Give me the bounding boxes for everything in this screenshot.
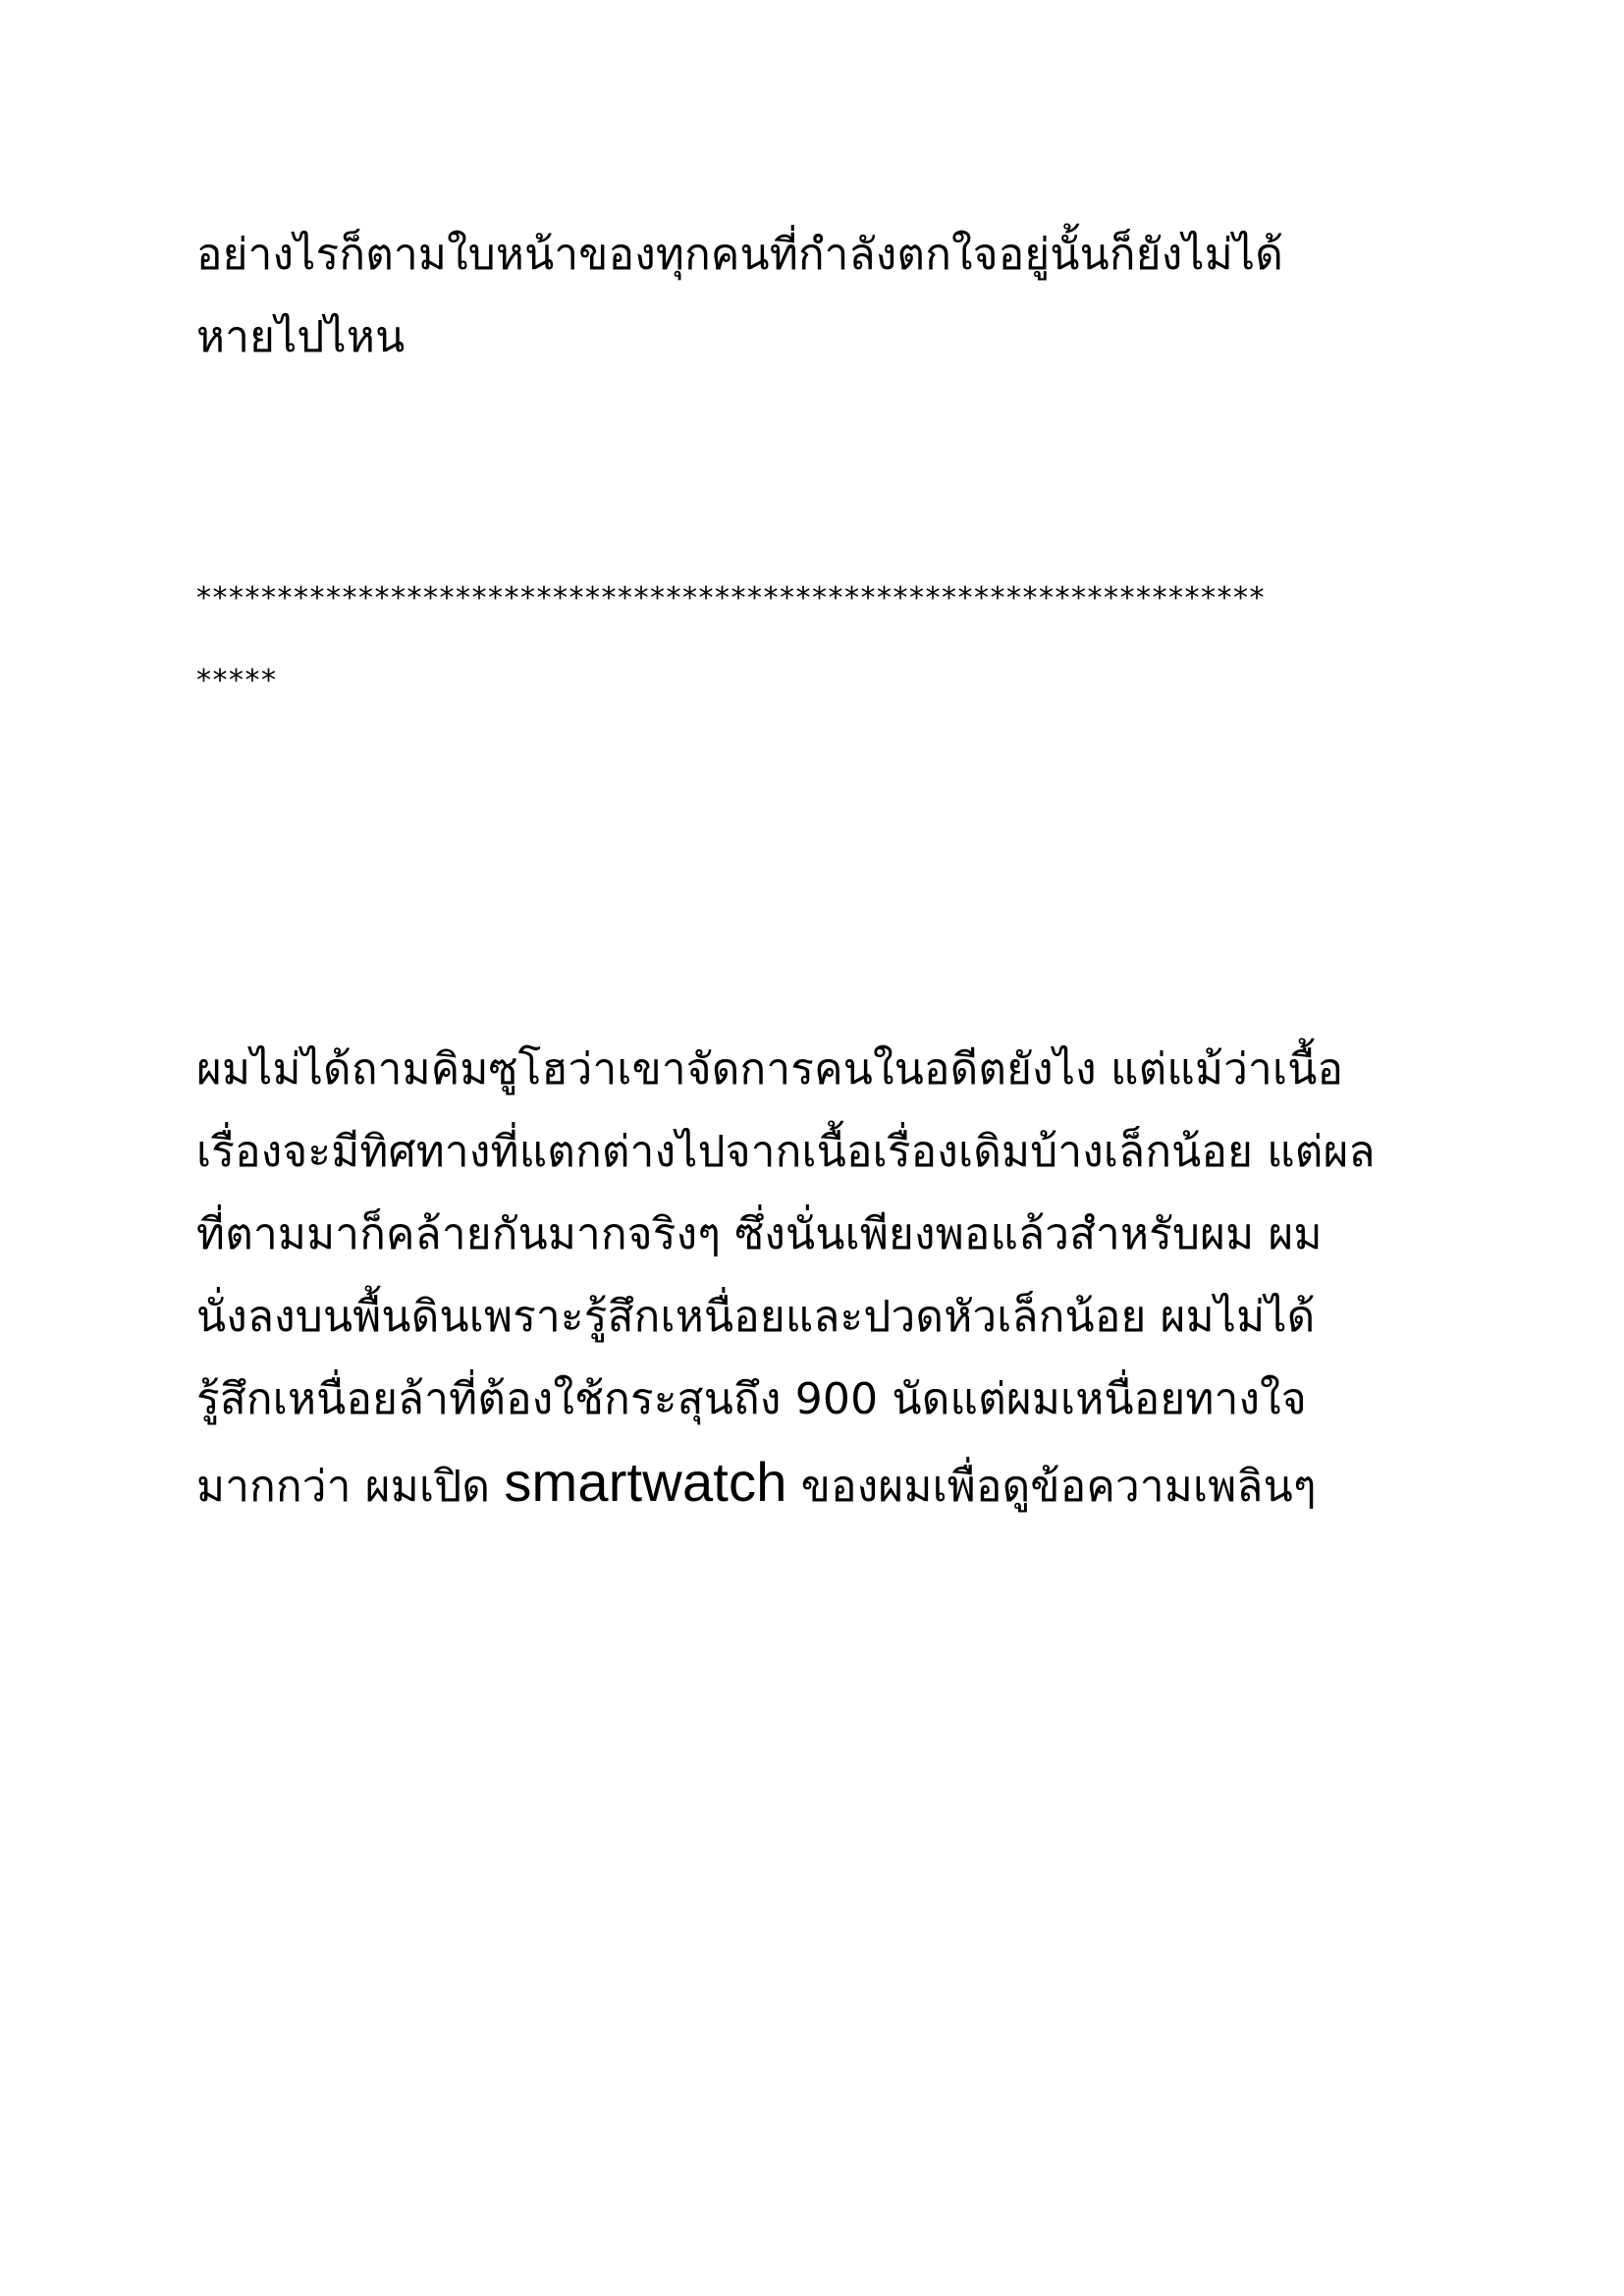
text-line: อย่างไรก็ตามใบหน้าของทุกคนที่กำลังตกใจอยู่นั้นก็ยังไม่ได้ xyxy=(196,230,1284,280)
paragraph-2 xyxy=(196,1029,1443,1528)
text-segment: ของผมเพื่อดูข้อความเพลินๆ xyxy=(786,1462,1317,1512)
text-line-last xyxy=(196,1441,1443,1528)
separator-line: ***** xyxy=(196,664,278,698)
separator-line: ****************************************************************** xyxy=(196,581,1266,615)
smartwatch-word: smartwatch xyxy=(504,1451,787,1513)
text-line: นั่งลงบนพื้นดินเพราะรู้สึกเหนื่อยและปวดหัวเล็กน้อย ผมไม่ได้ xyxy=(196,1292,1316,1342)
text-line: เรื่องจะมีทิศทางที่แตกต่างไปจากเนื้อเรื่องเดิมบ้างเล็กน้อย แต่ผล xyxy=(196,1127,1376,1177)
text-line: หายไปไหน xyxy=(196,312,406,362)
text-line: ที่ตามมาก็คล้ายกันมากจริงๆ ซึ่งนั่นเพียงพอแล้วสำหรับผม ผม xyxy=(196,1209,1323,1259)
text-line: ผมไม่ได้ถามคิมซูโฮว่าเขาจัดการคนในอดีตยังไง แต่แม้ว่าเนื้อ xyxy=(196,1044,1344,1095)
text-line: รู้สึกเหนื่อยล้าที่ต้องใช้กระสุนถึง 900 นัดแต่ผมเหนื่อยทางใจ xyxy=(196,1374,1307,1424)
paragraph-1 xyxy=(196,214,1443,379)
text-segment: มากกว่า ผมเปิด xyxy=(196,1462,505,1512)
asterisk-separator xyxy=(196,558,1443,722)
